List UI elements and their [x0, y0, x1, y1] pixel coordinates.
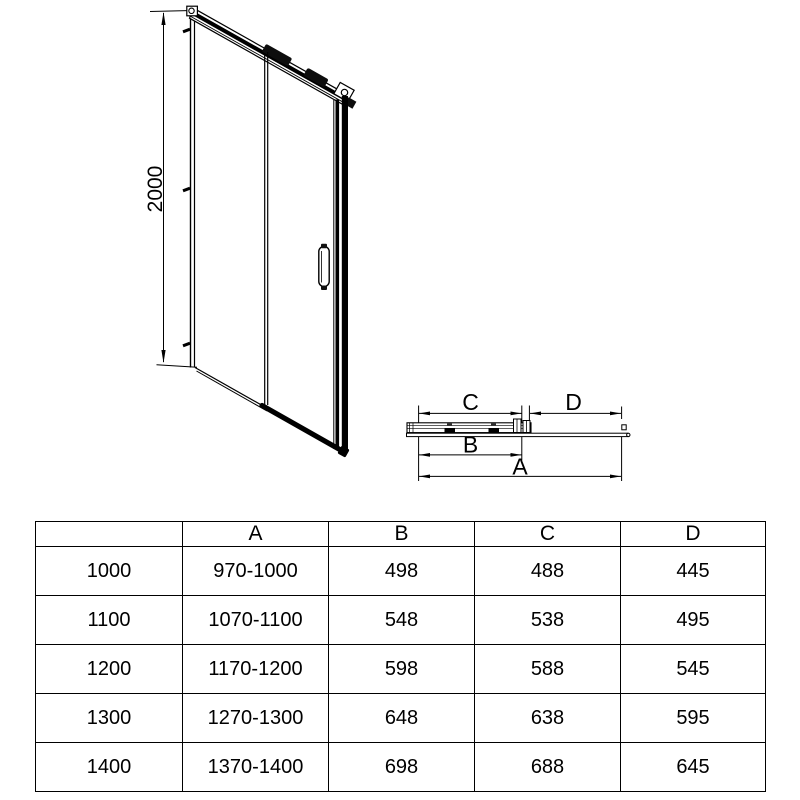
arrowhead [511, 412, 522, 416]
door-handle-mount [321, 244, 327, 249]
table-row [36, 596, 766, 645]
cell-b: 648 [329, 694, 475, 743]
fixed-panel-profile [407, 433, 629, 436]
table-row [36, 743, 766, 792]
cell-c: 588 [475, 645, 621, 694]
cell-d: 595 [621, 694, 766, 743]
header-a: A [183, 522, 329, 547]
dim-label-d: D [565, 389, 582, 415]
cell-d: 545 [621, 645, 766, 694]
fixed-panel-end-cap [627, 433, 630, 436]
dim-label-c: C [462, 389, 479, 415]
rail-right-cap-screw [341, 89, 347, 95]
cell-size: 1300 [36, 694, 183, 743]
door-handle [319, 247, 329, 287]
wall-bracket-tick [183, 29, 190, 32]
cell-a: 1370-1400 [183, 743, 329, 792]
table-row [36, 645, 766, 694]
door-handle-mount [321, 286, 327, 291]
glass-clamp-notch [491, 423, 496, 426]
arrowhead-down [161, 350, 165, 363]
bottom-rail-dark-band [262, 406, 342, 451]
front-view-drawing [144, 6, 356, 457]
cell-a: 970-1000 [183, 547, 329, 596]
dim-label-a: A [512, 453, 528, 480]
wall-profile-end [622, 425, 626, 430]
bottom-track-line2 [197, 371, 268, 411]
cell-b: 698 [329, 743, 475, 792]
cell-b: 548 [329, 596, 475, 645]
rail-left-cap-screw [189, 8, 194, 13]
dimension-table [35, 521, 766, 792]
arrowhead-up [161, 12, 165, 25]
header-b: B [329, 522, 475, 547]
dim-label-b: B [462, 431, 479, 458]
dim-ext-top [150, 11, 192, 12]
table-row [36, 694, 766, 743]
arrowhead [419, 475, 430, 479]
header-size [36, 522, 183, 547]
wall-bracket-tick [183, 343, 190, 346]
glass-clamp [489, 428, 500, 433]
height-dimension-label: 2000 [144, 165, 167, 213]
glass-clamp-notch [447, 423, 452, 426]
arrowhead [610, 412, 621, 416]
header-c: C [475, 522, 621, 547]
cell-d: 645 [621, 743, 766, 792]
cell-c: 688 [475, 743, 621, 792]
cell-a: 1270-1300 [183, 694, 329, 743]
top-rail-dark-band [190, 10, 348, 102]
cell-size: 1200 [36, 645, 183, 694]
cell-d: 495 [621, 596, 766, 645]
table-row [36, 547, 766, 596]
cell-d: 445 [621, 547, 766, 596]
cell-size: 1400 [36, 743, 183, 792]
arrowhead [610, 475, 621, 479]
plan-view-drawing [407, 389, 631, 481]
cell-b: 498 [329, 547, 475, 596]
header-d: D [621, 522, 766, 547]
arrowhead [419, 412, 430, 416]
cell-a: 1170-1200 [183, 645, 329, 694]
cell-b: 598 [329, 645, 475, 694]
wall-bracket-tick [183, 188, 190, 191]
cell-c: 488 [475, 547, 621, 596]
table-header-row [36, 522, 766, 547]
cell-size: 1100 [36, 596, 183, 645]
arrowhead [419, 453, 430, 457]
cell-c: 538 [475, 596, 621, 645]
cell-c: 638 [475, 694, 621, 743]
glass-clamp [445, 428, 456, 433]
arrowhead [530, 412, 541, 416]
cell-a: 1070-1100 [183, 596, 329, 645]
cell-size: 1000 [36, 547, 183, 596]
